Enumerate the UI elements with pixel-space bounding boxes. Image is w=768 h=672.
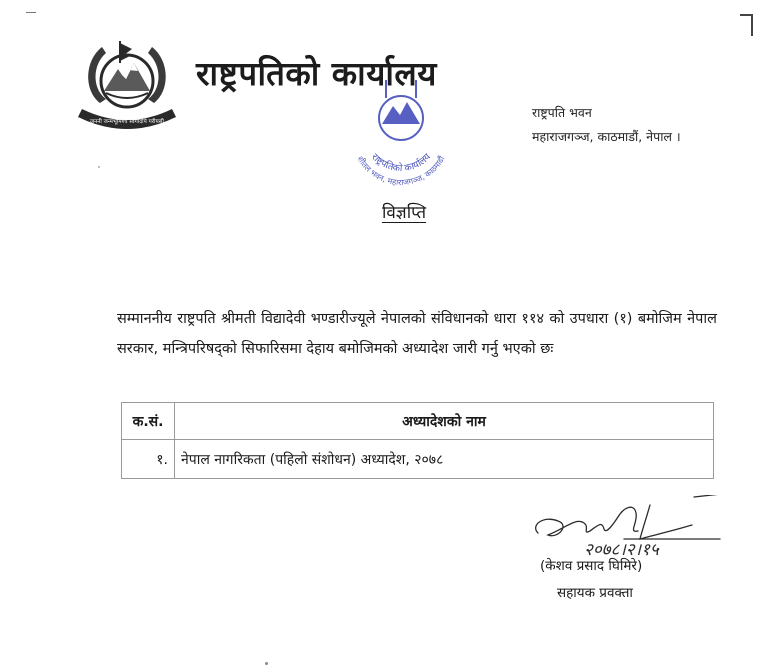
- table-row: [122, 440, 714, 479]
- column-header-sn: क.सं.: [122, 403, 175, 440]
- signatory-name: (केशव प्रसाद घिमिरे): [540, 558, 643, 574]
- emblem-motto: जननी जन्मभूमिश्च स्वर्गादपि गरीयसी: [90, 119, 164, 125]
- table-header-row: [122, 403, 714, 440]
- scan-mark: [751, 14, 753, 36]
- scan-mark: [26, 12, 36, 13]
- office-title: राष्ट्रपतिको कार्यालय: [196, 54, 437, 93]
- stamp-bottom-text: शीतल भवन, महाराजगञ्ज, काठमाडौं: [355, 154, 447, 188]
- address-line-2: महाराजगञ्ज, काठमाडौं, नेपाल ।: [532, 129, 681, 144]
- scan-mark: [265, 662, 268, 665]
- svg-text:राष्ट्रपतिको कार्यालय: [369, 151, 433, 174]
- office-stamp: [340, 66, 462, 188]
- scan-mark: [98, 166, 100, 168]
- notice-title: विज्ञप्ति: [381, 203, 427, 223]
- signature-date: २०७८।२।१५: [584, 540, 659, 560]
- office-address: [532, 101, 681, 149]
- signatory-designation: सहायक प्रवक्ता: [557, 585, 633, 601]
- column-header-name: अध्यादेशको नाम: [175, 403, 714, 440]
- row-serial-number: १.: [122, 440, 175, 479]
- row-ordinance-name: नेपाल नागरिकता (पहिलो संशोधन) अध्यादेश, २०७८: [175, 440, 714, 479]
- nepal-emblem-icon: [66, 33, 188, 141]
- ordinance-table: [121, 402, 714, 479]
- notice-body: सम्माननीय राष्ट्रपति श्रीमती विद्यादेवी भण्डारीज्यूले नेपालको संविधानको धारा ११४ को उपधारा (१) बमोजिम नेपाल सरकार, मन्त्रिपरिषद्को सिफारिसमा देहाय बमोजिमको अध्यादेश जारी गर्नु भएको छः: [117, 310, 717, 357]
- stamp-ring-text: राष्ट्रपतिको कार्यालय: [368, 151, 434, 175]
- address-line-1: राष्ट्रपति भवन: [532, 105, 592, 120]
